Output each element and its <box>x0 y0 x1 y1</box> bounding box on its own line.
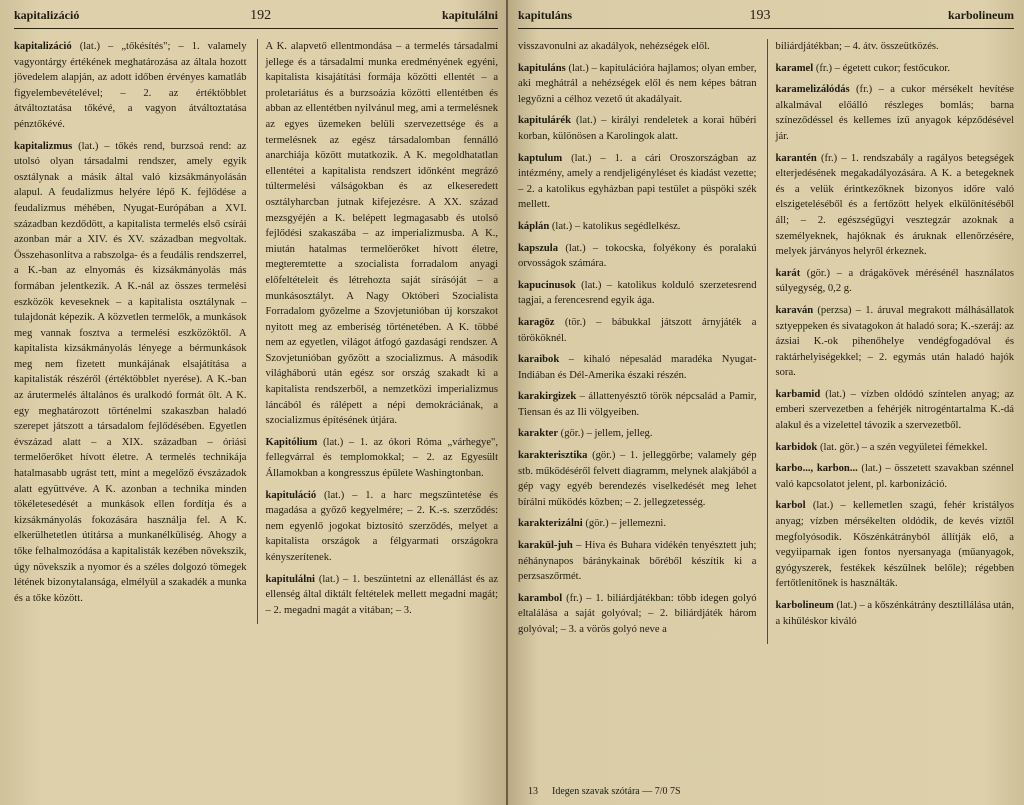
entry-headword: kapitalizáció <box>14 41 72 52</box>
left-page <box>0 0 506 805</box>
entry-definition: (lat.) – kellemetlen szagú, fehér kristályos anyag; vízben mérsékelten oldódik, de kevés víztől megfolyósodik. Kőszénkátrányból állítják elő, a vegyiiparnak igen fontos nyersanyaga (műanyagok, gyógyszerek, festékek készülnek belőle); régebben fertőtlenítőnek is használták. <box>775 500 1015 590</box>
dictionary-entry <box>518 538 757 585</box>
right-column-2 <box>767 39 1015 644</box>
entry-headword: karamel <box>775 62 814 74</box>
dictionary-entry <box>518 448 757 510</box>
dictionary-entry <box>518 389 757 420</box>
entry-headword: karakirgizek <box>518 391 577 403</box>
dictionary-entry <box>518 278 757 309</box>
entry-definition: (lat.) – „tőkésítés"; – 1. valamely vagyontárgy értékének meghatározása az általa hozott jövedelem alapján, az adott időben érvényes kamatláb figyelembevételével; – 2. az értéktöbblet átváltoztatása tőkévé, a vagyon átváltoztatása pénztőkévé. <box>14 41 247 130</box>
entry-headword: karakterisztika <box>518 450 588 462</box>
entry-definition: (lat. gör.) – a szén vegyületei fémekkel. <box>817 441 988 453</box>
entry-headword: karát <box>775 267 801 279</box>
entry-headword: karakter <box>518 428 559 440</box>
dictionary-entry <box>776 598 1015 629</box>
entry-headword: kaptulum <box>518 152 563 164</box>
entry-headword: kapitalizmus <box>14 140 73 152</box>
dictionary-entry <box>266 435 499 482</box>
footer-imprint: Idegen szavak szótára — 7/0 7S <box>552 786 681 797</box>
entry-definition: (gör.) – 1. jelleggörbe; valamely gép stb. működéséről felvett diagramm, melynek alakjából a gép vagy egyéb berendezés viselkedését meg lehet bírálni működés közben; – 2. jellegzetesség. <box>518 450 757 508</box>
dictionary-entry <box>518 113 757 144</box>
dictionary-entry <box>518 39 757 55</box>
dictionary-entry <box>518 219 757 235</box>
entry-definition: (fr.) – a cukor mérsékelt hevítése alkalmával előálló részleges bomlás; barna színeződéssel és kellemes ízű anyagok képződésével jár. <box>775 84 1015 142</box>
entry-headword: karamelizálódás <box>775 84 850 96</box>
dictionary-entry <box>266 572 499 619</box>
entry-headword: karakterizálni <box>518 518 583 530</box>
right-page <box>508 0 1024 805</box>
dictionary-entry <box>776 498 1015 592</box>
entry-headword: karbo..., karbon... <box>775 463 858 475</box>
left-header-guide-word-right: kapitulálni <box>441 8 498 22</box>
entry-definition: (lat.) – 1. az ókori Róma „várhegye", fellegvárral és templomokkal; – 2. az Egyesült Államokban a kongresszus épülete Washingtonban. <box>265 436 499 480</box>
entry-headword: karagöz <box>518 316 555 328</box>
entry-headword: karbolineum <box>775 600 834 611</box>
entry-definition: (lat.) – a kőszénkátrány desztillálása után, a kihűléskor kiváló <box>775 600 1015 627</box>
dictionary-entry <box>14 39 247 133</box>
entry-definition: – kihaló népesalád maradéka Nyugat-Indiában és Dél-Amerika északi részén. <box>518 354 757 381</box>
dictionary-entry <box>776 39 1015 55</box>
entry-headword: kapitulárék <box>518 115 571 127</box>
entry-headword: kapszula <box>518 242 559 254</box>
dictionary-entry <box>776 461 1015 492</box>
entry-definition: (lat.) – katolikus segédlelkész. <box>549 220 681 232</box>
entry-headword: káplán <box>518 220 550 232</box>
entry-definition: (lat.) – 1. beszüntetni az ellenállást és az ellenség által diktált feltételek mellett megadni magát; – 2. megadni magát a vitában; – 3. <box>265 573 499 616</box>
entry-definition: (lat.) – királyi rendeletek a korai hűbéri korban, különösen a Karolingok alatt. <box>518 115 757 142</box>
dictionary-entry <box>518 352 757 383</box>
dictionary-entry <box>266 488 499 566</box>
entry-definition: (lat.) – vízben oldódó színtelen anyag; az emberi szervezetben a fehérjék nitrogéntartalma K.-dá alakul és a vizelettel távozik a szervezetből. <box>775 388 1015 432</box>
entry-definition: visszavonulni az akadályok, nehézségek elől. <box>518 41 710 52</box>
dictionary-entry <box>518 426 757 442</box>
entry-definition: A K. alapvető ellentmondása – a termelés társadalmi jellege és a társadalmi munka eredményének egyéni, kapitalista kisajátítási formája közötti ellentét – a proletariátus és a burzsoázia közötti ellentétben és abban az ellentétben nyilvánul meg, ami a termelésnek az egyes üzemeken belüli szervezettsége és a termelésnek az egész társadalomban fennálló anarchiája között mutatkozik. A K. megoldhatatlan ellentétei a kapitalista rendszert időnként megrázó túltermelési válságokban és az elkeseredett osztályharcban jutnak kifejezésre. A XX. század mezsgyéjén a K. belépett legmagasabb és utolsó fejlődési szakaszába – az imperializmusba. A K., miután hatalmas termelőerőket hívott életre, megteremtette a szocialista forradalom anyagi előfeltételeit és létrehozta saját sírásóját – a munkásosztályt. A Nagy Októberi Szocialista Forradalom győzelme a Szovjetunióban új korszakot nyitott meg az emberiség történetében. A K. többé nem az egyetlen, világot átfogó gazdasági rendszer. A Szovjetunióban győzött a szocializmus. A második világháború után egész sor ország szakadt ki a kapitalista rendszerből, a nemzetközi imperializmus láncából és rálépett a népi demokráciának, a szocializmus építésének útjára. <box>265 41 499 427</box>
dictionary-entry <box>776 387 1015 434</box>
entry-definition: (gör.) – a drágakövek mérésénél használatos súlyegység, 0,2 g. <box>775 267 1015 295</box>
dictionary-entry <box>518 516 757 532</box>
entry-definition: (lat.) – összetett szavakban szénnel való kapcsolatot jelent, pl. karbonizáció. <box>775 463 1014 490</box>
dictionary-entry <box>518 315 757 346</box>
entry-definition: (lat.) – kapitulációra hajlamos; olyan ember, aki meghátrál a nehézségek elől és nem képes bátran legyőzni a célhoz vezető út akadályait. <box>518 62 757 105</box>
left-column-2 <box>257 39 499 624</box>
dictionary-entry <box>518 151 757 213</box>
dictionary-entry <box>776 151 1015 260</box>
entry-headword: kapucinusok <box>518 279 576 291</box>
entry-headword: kapituláció <box>265 489 317 501</box>
entry-definition: – állattenyésztő török népcsalád a Pamir, Tiensan és az Ili völgyeiben. <box>518 391 757 418</box>
entry-definition: (lat.) – 1. a cári Oroszországban az intézmény, amely a rendjeligényléset és kiadást vezette; – 2. a katolikus egyházban papi testület a püspöki szék mellett. <box>518 152 757 211</box>
dictionary-entry <box>776 440 1015 456</box>
right-header-guide-word: kapituláns <box>518 8 573 22</box>
dictionary-entry <box>776 266 1015 297</box>
left-header-guide-word: kapitalizáció <box>14 8 80 22</box>
right-page-number: 193 <box>749 8 771 23</box>
entry-definition: (lat.) – tőkés rend, burzsoá rend: az utolsó olyan társadalmi rendszer, amely egyik osztálynak a másik által való kizsákmányolásán alapul. A feudalizmus helyére lépő K. fejlődése a feudalizmus méhében, Nyugat-Európában a XVI. században kezdődött, a kapitalista termelés első csírái azonban már a XIV. és XV. században megvoltak. Összehasonlítva a rabszolga- és a feudális rendszerrel, a K.-ban az elnyomás és kizsákmányolás más formában jelentkezik. A K.-nál az összes termelési eszközök keveseknek – a kapitalista osztálynak – tulajdonát képezik. A közvetlen termelők, a munkások meg vannak fosztva a termelési eszközöktől. A kapitalista kizsákmányolás lényege a bérmunkások meg nem fizetett munkájának elsajátítása a kapitalisták részéről (értéktöbblet nyerése). A K.-ban az árutermelés általános és uralkodó formát ölt. A K. egy meghatározott történelmi szakaszban haladó szerepet játszott a társadalom fejlődésében. Egyetlen évszázad alatt – a XIX. században – óriási termelőerőket hívott életre. A termelés technikája hatalmasabb ugrást tett, mint a megelőző évszázadok alatt együttvéve. A K. azonban a technika minden tökéletesedését a munkások ellen fordítja és a kizsákmányolás fokozására használja fel. A K. elkerülhetetlen útitársa a munkanélküliség. Ahogy a tőke felhalmozódása a kapitalisták kezében növekszik, úgy növekszik a nyomor és a széles dolgozó tömegek létének bizonytalansága, elmélyül a szakadék a munka és a tőke között. <box>14 140 247 604</box>
entry-headword: karbamid <box>775 388 821 400</box>
signature-mark: 13 <box>528 786 539 797</box>
entry-headword: Kapitólium <box>265 436 318 448</box>
entry-definition: (tör.) – bábukkal játszott árnyjáték a törököknél. <box>518 316 757 344</box>
entry-headword: kapitulálni <box>265 573 315 585</box>
dictionary-entry <box>14 139 247 607</box>
dictionary-entry <box>518 61 757 108</box>
entry-definition: (gör.) – jellemezni. <box>582 518 666 530</box>
dictionary-entry <box>776 303 1015 381</box>
entry-definition: (fr.) – égetett cukor; festőcukor. <box>813 62 950 74</box>
dictionary-entry <box>518 241 757 272</box>
entry-headword: kapituláns <box>518 62 566 74</box>
entry-definition: (lat.) – tokocska, folyékony és poralakú orvosságok számára. <box>518 242 757 270</box>
entry-definition: (fr.) – 1. rendszabály a ragályos betegségek elterjedésének megakadályozására. A K. a betegeknek és a velük érintkezőknek bizonyos időre való elszigeteléséből és a fertőzött helyek elkülönítéséből áll; – 2. egészségügyi vesztegzár azoknak a személyeknek, hajóknak és áruknak ellenőrzésére, melyek járványos helyről érkeznek. <box>775 152 1015 258</box>
right-header-guide-word-right: karbolineum <box>947 8 1014 22</box>
dictionary-entry <box>776 82 1015 144</box>
entry-definition: (lat.) – 1. a harc megszüntetése és magadása a győző kegyelmére; – 2. K.-s. szerződés: nem egyenlő jogokat biztosító szerződés, melyet a kapitalista országok a félgyarmati országokra kényszerítenek. <box>265 489 499 563</box>
entry-headword: karaván <box>775 304 814 316</box>
entry-definition: biliárdjátékban; – 4. átv. összeütközés. <box>775 41 939 52</box>
dictionary-entry <box>776 61 1015 77</box>
entry-headword: karakül-juh <box>518 540 573 552</box>
entry-headword: karambol <box>518 592 563 604</box>
dictionary-entry <box>266 39 499 429</box>
dictionary-entry <box>518 591 757 638</box>
left-page-header <box>14 8 498 29</box>
entry-definition: – Hiva és Buhara vidékén tenyésztett juh; néhánynapos báránykainak bőréből készítik ki a perzsaszőrmét. <box>518 540 757 583</box>
left-page-number: 192 <box>250 8 272 23</box>
entry-headword: karbol <box>775 500 806 512</box>
right-column-1 <box>518 39 757 644</box>
right-page-header <box>518 8 1014 29</box>
page-footer <box>528 786 1014 797</box>
entry-headword: karaibok <box>518 354 560 366</box>
entry-definition: (gör.) – jellem, jelleg. <box>558 428 653 440</box>
entry-headword: karantén <box>775 152 817 164</box>
entry-headword: karbidok <box>775 441 818 453</box>
entry-definition: (fr.) – 1. biliárdjátékban: több idegen golyó eltalálása a saját golyóval; – 2. biliárdjáték három golyóval; – 3. a vörös golyó neve a <box>518 592 757 635</box>
entry-definition: (perzsa) – 1. áruval megrakott málhásállatok sztyeppeken és sivatagokon át haladó sora; K.-szeráj: az ázsiai K.-ok pihenőhelye vendégfogadóval és raktárhelyiségekkel; – 2. egymás után haladó hajók sora. <box>775 304 1015 379</box>
left-column-1 <box>14 39 247 624</box>
entry-definition: (lat.) – katolikus kolduló szerzetesrend tagjai, a ferencesrend egyik ága. <box>518 279 757 307</box>
